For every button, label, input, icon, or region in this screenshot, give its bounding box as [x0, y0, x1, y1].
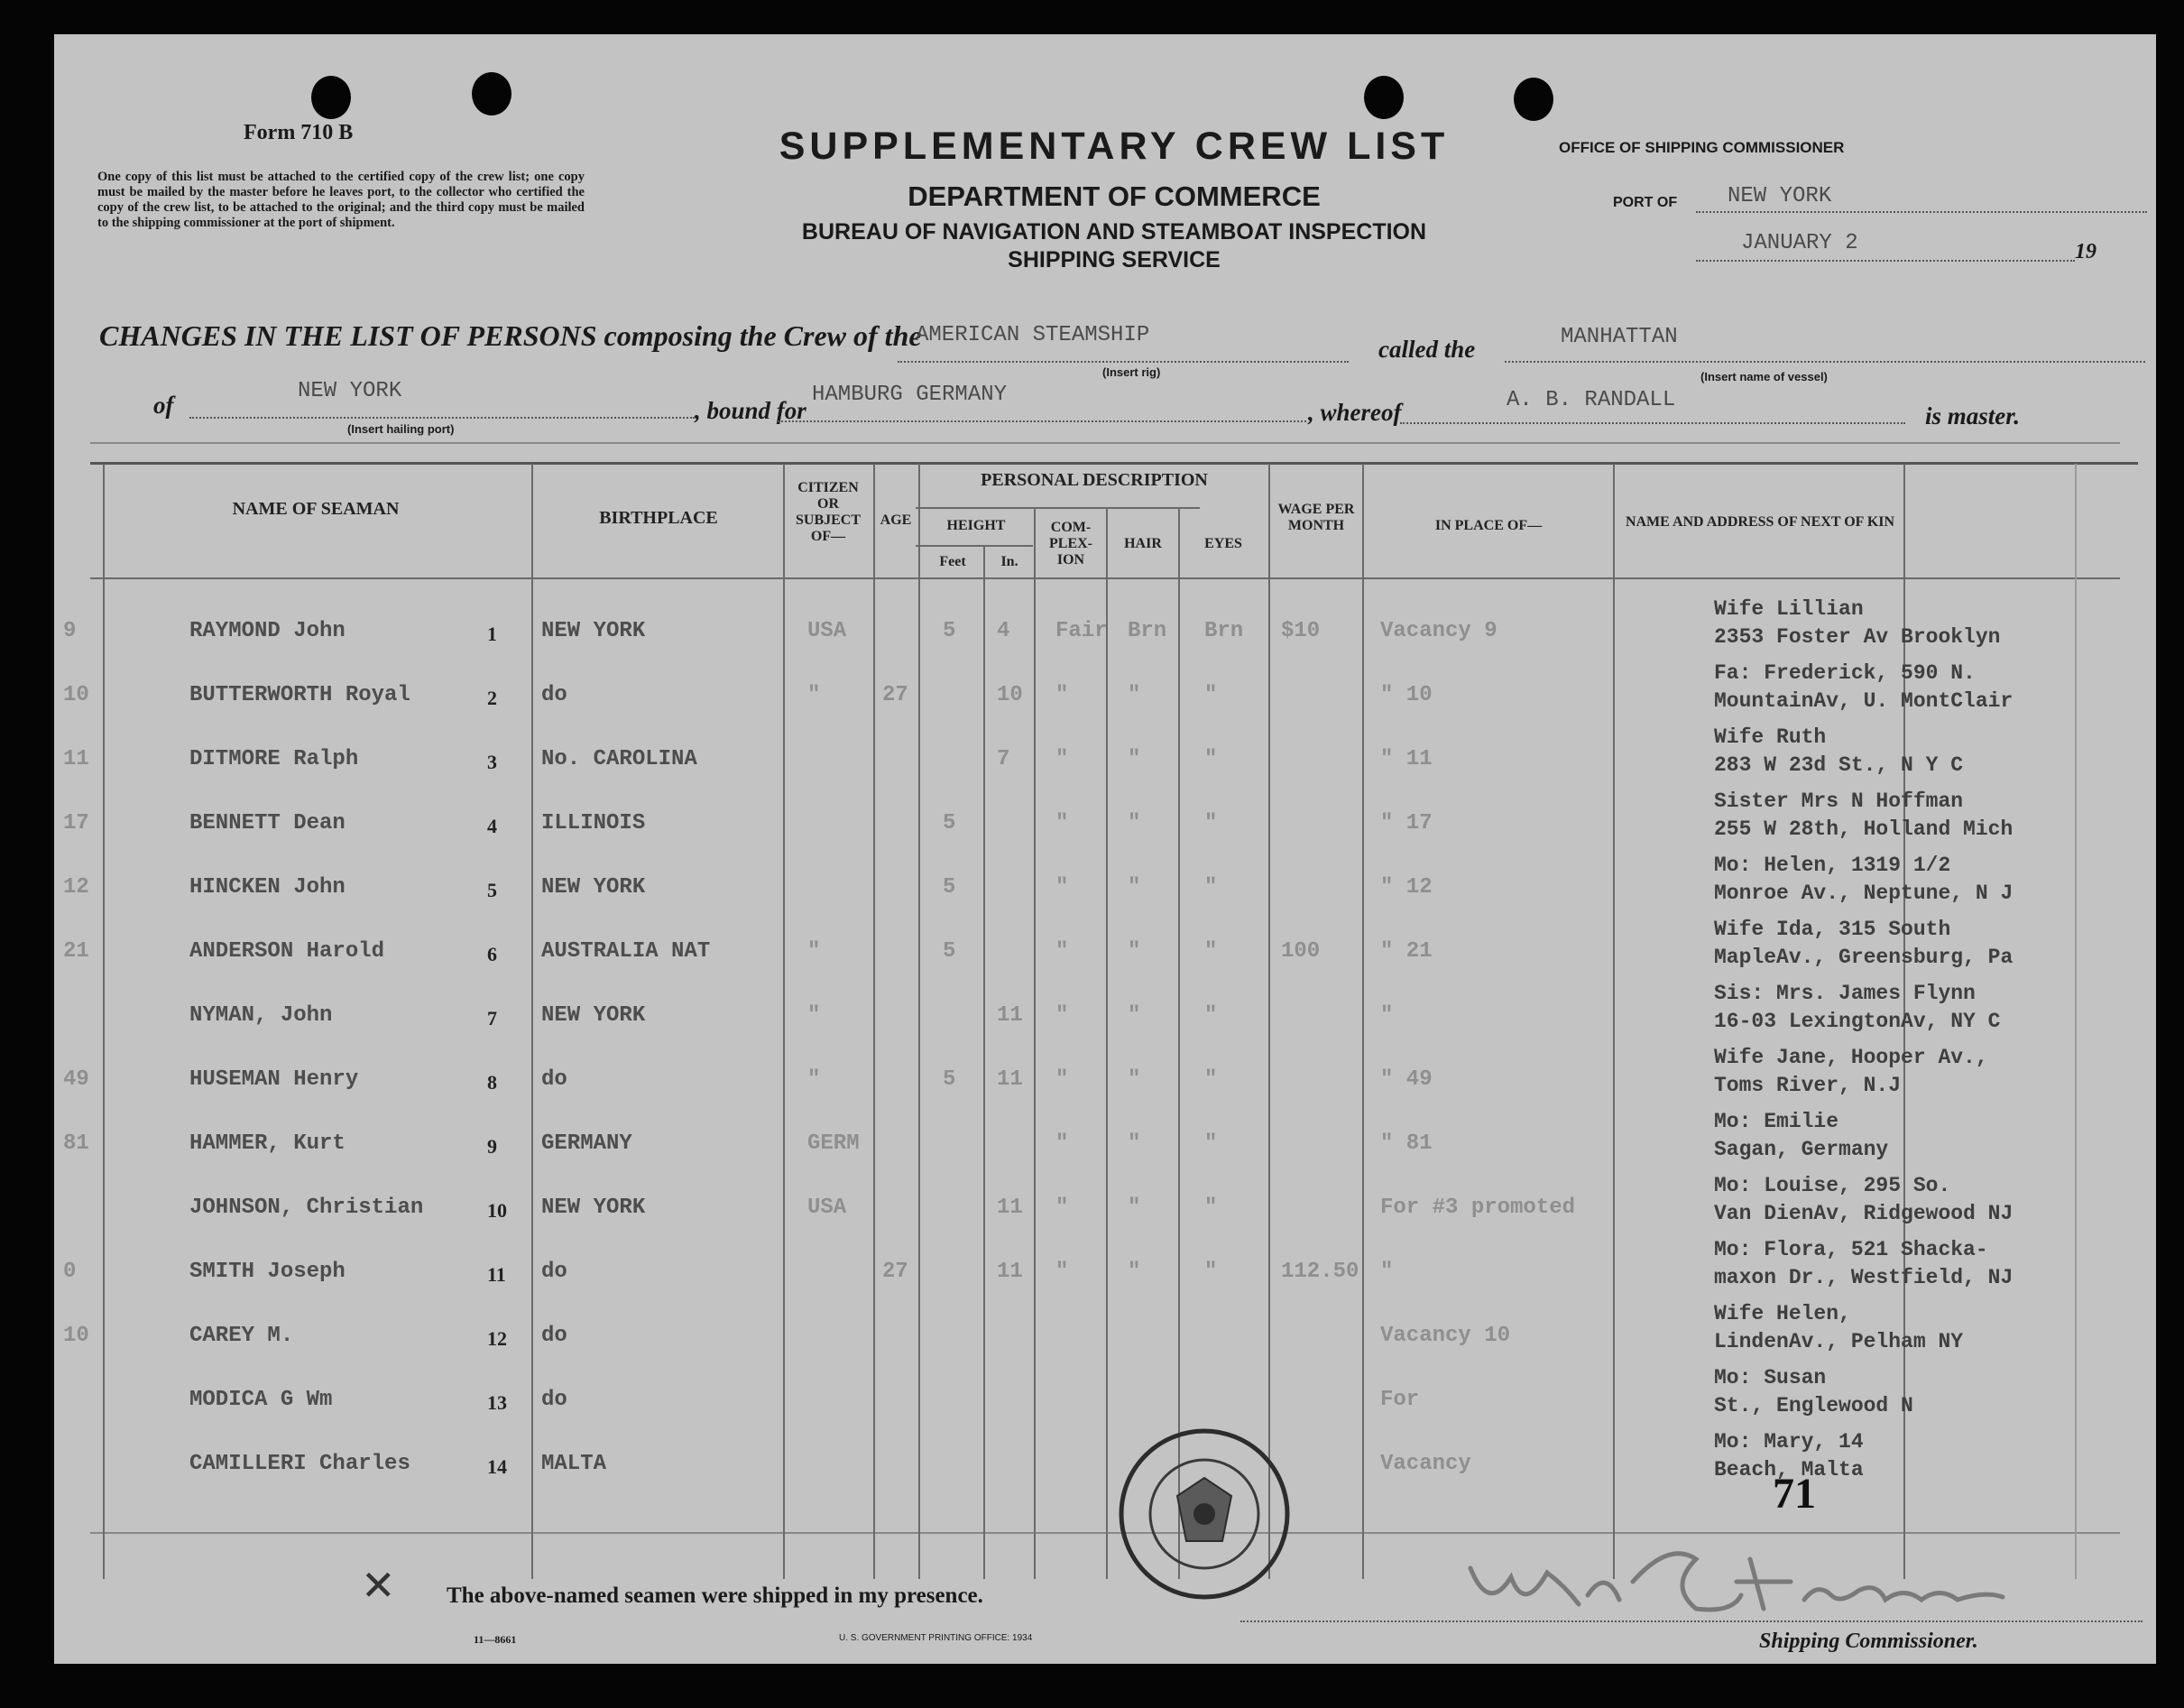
- next-of-kin-line: Sis: Mrs. James Flynn: [1714, 982, 1976, 1005]
- next-of-kin-line: Mo: Helen, 1319 1/2: [1714, 854, 1951, 877]
- next-of-kin-line: Sister Mrs N Hoffman: [1714, 789, 1964, 813]
- form-page: [54, 34, 2156, 1664]
- in-place-of: " 17: [1380, 811, 1433, 836]
- birthplace: do: [541, 1388, 567, 1412]
- eyes: ": [1204, 939, 1218, 964]
- punch-hole: [472, 72, 511, 115]
- eyes: ": [1204, 875, 1218, 900]
- table-row: [54, 1430, 2156, 1508]
- office-label: OFFICE OF SHIPPING COMMISSIONER: [1559, 139, 1845, 156]
- height-feet: 5: [943, 811, 956, 836]
- eyes: ": [1204, 811, 1218, 836]
- citizen-of: ": [807, 1067, 821, 1092]
- row-number: 12: [487, 1327, 507, 1350]
- col-eyes: EYES: [1204, 536, 1242, 551]
- col-birthplace: BIRTHPLACE: [599, 508, 718, 528]
- next-of-kin-line: Mo: Flora, 521 Shacka-: [1714, 1238, 1988, 1261]
- next-of-kin-line: Monroe Av., Neptune, N J: [1714, 882, 2014, 905]
- height-inches: 11: [997, 1067, 1023, 1092]
- shipping-commissioner-seal: [1110, 1424, 1299, 1604]
- date-value: JANUARY 2: [1741, 231, 1858, 255]
- citizen-of: GERM: [807, 1131, 860, 1156]
- row-margin-number: 10: [63, 683, 89, 707]
- birthplace: GERMANY: [541, 1131, 632, 1156]
- col-age: AGE: [880, 512, 912, 528]
- next-of-kin-line: St., Englewood N: [1714, 1394, 1913, 1417]
- seaman-name: MODICA G Wm: [189, 1388, 333, 1412]
- next-of-kin-line: 16-03 LexingtonAv, NY C: [1714, 1010, 2001, 1033]
- hair: Brn: [1128, 619, 1167, 643]
- next-of-kin-line: Mo: Mary, 14: [1714, 1430, 1864, 1454]
- seaman-name: HUSEMAN Henry: [189, 1067, 359, 1092]
- col-in-place-of: IN PLACE OF—: [1434, 518, 1543, 533]
- of-label: of: [153, 392, 174, 419]
- next-of-kin-line: Wife Lillian: [1714, 597, 1864, 621]
- in-place-of: Vacancy: [1380, 1452, 1471, 1476]
- citizen-of: ": [807, 683, 821, 707]
- complexion: ": [1055, 939, 1069, 964]
- called-label: called the: [1378, 336, 1476, 363]
- citizen-of: USA: [807, 1196, 847, 1220]
- col-inches: In.: [1000, 554, 1018, 569]
- row-number: 11: [487, 1263, 506, 1286]
- in-place-of: " 21: [1380, 939, 1433, 964]
- row-number: 7: [487, 1007, 497, 1029]
- next-of-kin-line: MountainAv, U. MontClair: [1714, 689, 2014, 713]
- height-inches: 10: [997, 683, 1023, 707]
- row-number: 4: [487, 815, 497, 837]
- col-complexion: COM-PLEX-ION: [1049, 520, 1092, 568]
- complexion: ": [1055, 811, 1069, 836]
- master-label: is master.: [1925, 402, 2021, 429]
- in-place-of: " 49: [1380, 1067, 1433, 1092]
- eyes: ": [1204, 1196, 1218, 1220]
- row-number: 8: [487, 1071, 497, 1094]
- next-of-kin-line: 283 W 23d St., N Y C: [1714, 753, 1964, 777]
- next-of-kin-line: Wife Ida, 315 South: [1714, 918, 1951, 941]
- seaman-name: CAREY M.: [189, 1324, 294, 1348]
- row-number: 9: [487, 1135, 497, 1158]
- height-inches: 11: [997, 1003, 1023, 1028]
- birthplace: do: [541, 683, 567, 707]
- year-prefix: 19: [2075, 240, 2096, 263]
- row-margin-number: 10: [63, 1324, 89, 1348]
- complexion: ": [1055, 683, 1069, 707]
- row-number: 2: [487, 687, 497, 709]
- next-of-kin-line: Mo: Susan: [1714, 1366, 1827, 1389]
- seaman-name: NYMAN, John: [189, 1003, 333, 1028]
- eyes: ": [1204, 1003, 1218, 1028]
- hair: ": [1128, 683, 1141, 707]
- seaman-name: ANDERSON Harold: [189, 939, 385, 964]
- next-of-kin-line: 2353 Foster Av Brooklyn: [1714, 625, 2001, 649]
- hair: ": [1128, 811, 1141, 836]
- seaman-name: BENNETT Dean: [189, 811, 346, 836]
- seaman-name: JOHNSON, Christian: [189, 1196, 424, 1220]
- master-name: A. B. RANDALL: [1507, 388, 1676, 412]
- eyes: Brn: [1204, 619, 1244, 643]
- in-place-of: " 12: [1380, 875, 1433, 900]
- next-of-kin-line: Fa: Frederick, 590 N.: [1714, 661, 1976, 685]
- complexion: ": [1055, 1003, 1069, 1028]
- complexion: ": [1055, 1067, 1069, 1092]
- citizen-of: ": [807, 939, 821, 964]
- hair: ": [1128, 1003, 1141, 1028]
- row-number: 1: [487, 623, 497, 645]
- next-of-kin-line: Mo: Louise, 295 So.: [1714, 1174, 1951, 1197]
- hailing-caption: (Insert hailing port): [347, 422, 455, 436]
- printer-line: U. S. GOVERNMENT PRINTING OFFICE: 1934: [839, 1633, 1033, 1643]
- form-code: 11—8661: [474, 1633, 517, 1646]
- birthplace: MALTA: [541, 1452, 607, 1476]
- row-number: 5: [487, 879, 497, 901]
- height-inches: 7: [997, 747, 1010, 771]
- punch-hole: [1514, 78, 1553, 121]
- vessel-name: MANHATTAN: [1561, 325, 1678, 349]
- complexion: ": [1055, 747, 1069, 771]
- eyes: ": [1204, 747, 1218, 771]
- instructions-note: One copy of this list must be attached to the certified copy of the crew list; one copy must be mailed by the master before he leaves port, to the collector who certified the copy of the crew list, to be attached to the original; and the third copy must be mailed to the shipping commissioner at the port of shipment.: [97, 170, 585, 230]
- vessel-caption: (Insert name of vessel): [1700, 370, 1828, 383]
- row-margin-number: 9: [63, 619, 77, 643]
- next-of-kin-line: Wife Jane, Hooper Av.,: [1714, 1046, 1988, 1069]
- col-feet: Feet: [939, 554, 966, 569]
- punch-hole: [311, 76, 351, 119]
- row-margin-number: 12: [63, 875, 89, 900]
- eyes: ": [1204, 1131, 1218, 1156]
- changes-heading: CHANGES IN THE LIST OF PERSONS composing the Crew of the: [99, 319, 922, 352]
- birthplace: NEW YORK: [541, 1196, 646, 1220]
- next-of-kin-line: 255 W 28th, Holland Mich: [1714, 817, 2014, 841]
- port-label: PORT OF: [1613, 195, 1678, 210]
- seaman-name: SMITH Joseph: [189, 1260, 346, 1284]
- next-of-kin-line: Wife Helen,: [1714, 1302, 1851, 1325]
- col-name-of-seaman: NAME OF SEAMAN: [232, 499, 400, 519]
- in-place-of: ": [1380, 1003, 1394, 1028]
- row-margin-number: 0: [63, 1260, 77, 1284]
- in-place-of: " 10: [1380, 683, 1433, 707]
- hair: ": [1128, 1131, 1141, 1156]
- complexion: ": [1055, 875, 1069, 900]
- department: DEPARTMENT OF COMMERCE: [908, 180, 1321, 212]
- destination: HAMBURG GERMANY: [812, 383, 1008, 407]
- height-inches: 11: [997, 1260, 1023, 1284]
- hailing-port: NEW YORK: [298, 379, 402, 403]
- in-place-of: " 81: [1380, 1131, 1433, 1156]
- row-number: 13: [487, 1391, 507, 1414]
- birthplace: No. CAROLINA: [541, 747, 697, 771]
- birthplace: do: [541, 1067, 567, 1092]
- handwritten-number: 71: [1773, 1470, 1816, 1518]
- x-mark: ✕: [361, 1563, 396, 1609]
- form-number: Form 710 B: [244, 121, 354, 144]
- birthplace: AUSTRALIA NAT: [541, 939, 711, 964]
- in-place-of: For: [1380, 1388, 1420, 1412]
- seaman-name: BUTTERWORTH Royal: [189, 683, 410, 707]
- row-number: 14: [487, 1455, 507, 1478]
- row-margin-number: 49: [63, 1067, 89, 1092]
- row-margin-number: 17: [63, 811, 89, 836]
- complexion: ": [1055, 1131, 1069, 1156]
- birthplace: NEW YORK: [541, 619, 646, 643]
- birthplace: NEW YORK: [541, 875, 646, 900]
- complexion: Fair: [1055, 619, 1108, 643]
- port-value: NEW YORK: [1728, 184, 1832, 208]
- hair: ": [1128, 939, 1141, 964]
- next-of-kin-line: Sagan, Germany: [1714, 1138, 1889, 1161]
- in-place-of: Vacancy 9: [1380, 619, 1497, 643]
- col-next-of-kin: NAME AND ADDRESS OF NEXT OF KIN: [1625, 514, 1895, 530]
- rig-caption: (Insert rig): [1102, 365, 1161, 379]
- row-margin-number: 21: [63, 939, 89, 964]
- height-feet: 5: [943, 939, 956, 964]
- wage: 100: [1281, 939, 1321, 964]
- height-inches: 11: [997, 1196, 1023, 1220]
- table-row: [54, 1302, 2156, 1380]
- next-of-kin-line: Van DienAv, Ridgewood NJ: [1714, 1202, 2014, 1225]
- wage: 112.50: [1281, 1260, 1359, 1284]
- wage: $10: [1281, 619, 1321, 643]
- col-height: HEIGHT: [946, 518, 1006, 533]
- complexion: ": [1055, 1196, 1069, 1220]
- in-place-of: Vacancy 10: [1380, 1324, 1511, 1348]
- in-place-of: ": [1380, 1260, 1394, 1284]
- eyes: ": [1204, 1067, 1218, 1092]
- hair: ": [1128, 1260, 1141, 1284]
- next-of-kin-line: maxon Dr., Westfield, NJ: [1714, 1266, 2014, 1289]
- row-number: 6: [487, 943, 497, 965]
- birthplace: NEW YORK: [541, 1003, 646, 1028]
- seaman-name: DITMORE Ralph: [189, 747, 359, 771]
- next-of-kin-line: Toms River, N.J: [1714, 1074, 1902, 1097]
- hair: ": [1128, 875, 1141, 900]
- hair: ": [1128, 1196, 1141, 1220]
- table-row: [54, 661, 2156, 739]
- table-row: [54, 1046, 2156, 1123]
- col-hair: HAIR: [1124, 536, 1162, 551]
- punch-hole: [1364, 76, 1404, 119]
- age: 27: [882, 1260, 908, 1284]
- citizen-of: USA: [807, 619, 847, 643]
- height-feet: 5: [943, 875, 956, 900]
- hair: ": [1128, 747, 1141, 771]
- age: 27: [882, 683, 908, 707]
- form-title: SUPPLEMENTARY CREW LIST: [779, 125, 1450, 168]
- seaman-name: HAMMER, Kurt: [189, 1131, 346, 1156]
- seaman-name: CAMILLERI Charles: [189, 1452, 410, 1476]
- whereof-label: , whereof: [1308, 399, 1402, 426]
- eyes: ": [1204, 683, 1218, 707]
- witness-statement: The above-named seamen were shipped in my presence.: [447, 1583, 983, 1608]
- next-of-kin-line: LindenAv., Pelham NY: [1714, 1330, 1964, 1353]
- in-place-of: " 11: [1380, 747, 1433, 771]
- vessel-rig: AMERICAN STEAMSHIP: [916, 323, 1150, 347]
- service: SHIPPING SERVICE: [1008, 247, 1221, 272]
- next-of-kin-line: MapleAv., Greensburg, Pa: [1714, 946, 2014, 969]
- complexion: ": [1055, 1260, 1069, 1284]
- row-margin-number: 81: [63, 1131, 89, 1156]
- eyes: ": [1204, 1260, 1218, 1284]
- height-feet: 5: [943, 1067, 956, 1092]
- signature: [1461, 1532, 2039, 1622]
- next-of-kin-line: Wife Ruth: [1714, 725, 1827, 749]
- col-personal-description: PERSONAL DESCRIPTION: [981, 470, 1208, 490]
- birthplace: do: [541, 1260, 567, 1284]
- seaman-name: HINCKEN John: [189, 875, 346, 900]
- in-place-of: For #3 promoted: [1380, 1196, 1576, 1220]
- height-inches: 4: [997, 619, 1010, 643]
- col-wage: WAGE PER MONTH: [1277, 502, 1355, 533]
- bureau: BUREAU OF NAVIGATION AND STEAMBOAT INSPECTION: [801, 219, 1427, 245]
- row-number: 3: [487, 751, 497, 773]
- citizen-of: ": [807, 1003, 821, 1028]
- hair: ": [1128, 1067, 1141, 1092]
- seaman-name: RAYMOND John: [189, 619, 346, 643]
- birthplace: ILLINOIS: [541, 811, 646, 836]
- row-margin-number: 11: [63, 747, 89, 771]
- next-of-kin-line: Beach, Malta: [1714, 1458, 1864, 1482]
- bound-label: , bound for: [695, 397, 806, 424]
- birthplace: do: [541, 1324, 567, 1348]
- commissioner-caption: Shipping Commissioner.: [1759, 1630, 1978, 1653]
- col-citizen: CITIZEN OR SUBJECT OF—: [795, 480, 862, 544]
- row-number: 10: [487, 1199, 507, 1222]
- next-of-kin-line: Mo: Emilie: [1714, 1110, 1839, 1133]
- height-feet: 5: [943, 619, 956, 643]
